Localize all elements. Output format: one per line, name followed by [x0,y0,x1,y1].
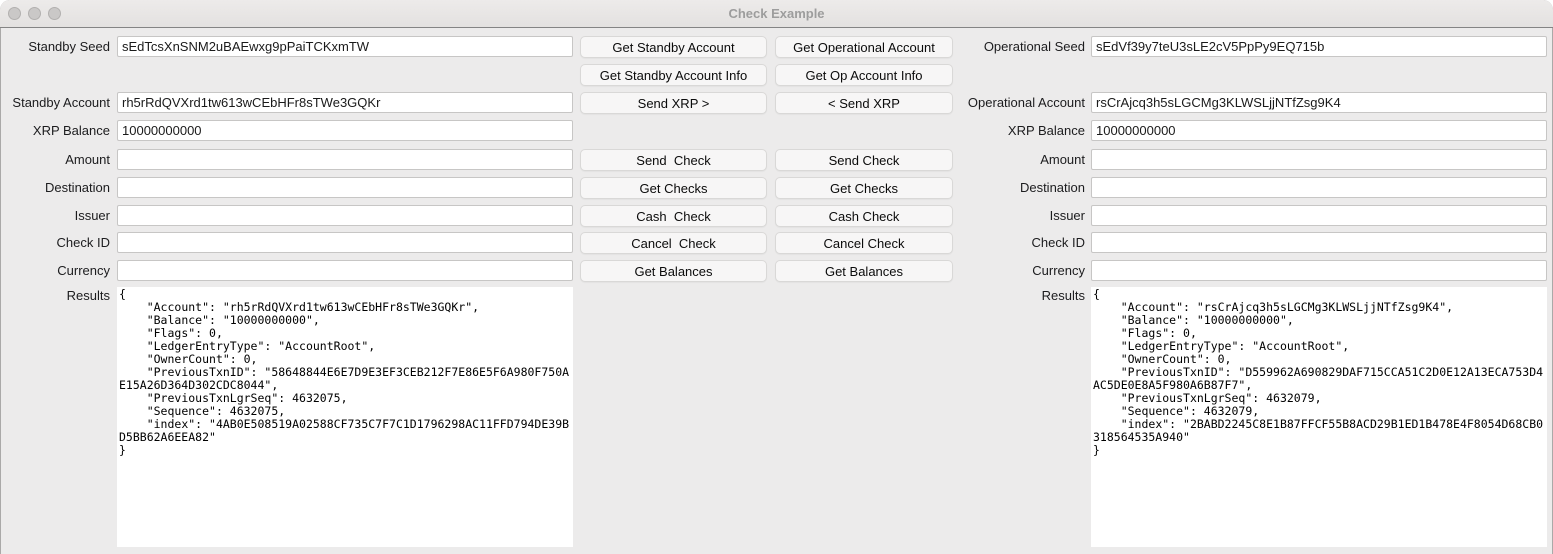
standby-xrp-balance-label: XRP Balance [32,123,110,138]
operational-currency-label: Currency [1032,263,1085,278]
operational-currency-input[interactable] [1091,260,1547,281]
standby-cash-check-button[interactable]: Cash Check [580,205,767,227]
standby-destination-label: Destination [44,180,110,195]
operational-check-id-label: Check ID [1031,235,1085,250]
operational-results-label: Results [1041,288,1085,303]
operational-seed-label: Operational Seed [983,39,1085,54]
operational-destination-label: Destination [1019,180,1085,195]
standby-currency-input[interactable] [117,260,573,281]
operational-xrp-balance-input[interactable] [1091,120,1547,141]
standby-issuer-input[interactable] [117,205,573,226]
standby-cancel-check-button[interactable]: Cancel Check [580,232,767,254]
operational-cash-check-button[interactable]: Cash Check [775,205,953,227]
operational-issuer-input[interactable] [1091,205,1547,226]
operational-account-input[interactable] [1091,92,1547,113]
operational-amount-label: Amount [1040,152,1085,167]
operational-get-balances-button[interactable]: Get Balances [775,260,953,282]
operational-seed-input[interactable] [1091,36,1547,57]
operational-issuer-label: Issuer [1049,208,1085,223]
standby-check-id-input[interactable] [117,232,573,253]
operational-xrp-balance-label: XRP Balance [1007,123,1085,138]
standby-get-balances-button[interactable]: Get Balances [580,260,767,282]
get-standby-account-info-button[interactable]: Get Standby Account Info [580,64,767,86]
standby-amount-input[interactable] [117,149,573,170]
window-title: Check Example [728,6,825,21]
standby-seed-input[interactable] [117,36,573,57]
standby-check-id-label: Check ID [56,235,110,250]
standby-currency-label: Currency [57,263,110,278]
standby-account-input[interactable] [117,92,573,113]
operational-cancel-check-button[interactable]: Cancel Check [775,232,953,254]
standby-destination-input[interactable] [117,177,573,198]
get-standby-account-button[interactable]: Get Standby Account [580,36,767,58]
get-op-account-info-button[interactable]: Get Op Account Info [775,64,953,86]
standby-amount-label: Amount [65,152,110,167]
operational-destination-input[interactable] [1091,177,1547,198]
standby-issuer-label: Issuer [74,208,110,223]
standby-send-xrp-button[interactable]: Send XRP > [580,92,767,114]
operational-send-check-button[interactable]: Send Check [775,149,953,171]
standby-results-textarea[interactable] [117,287,573,547]
operational-amount-input[interactable] [1091,149,1547,170]
operational-get-checks-button[interactable]: Get Checks [775,177,953,199]
standby-xrp-balance-input[interactable] [117,120,573,141]
standby-results-label: Results [66,288,110,303]
standby-get-checks-button[interactable]: Get Checks [580,177,767,199]
standby-account-label: Standby Account [12,95,110,110]
operational-results-textarea[interactable] [1091,287,1547,547]
title-bar [0,0,1553,28]
operational-send-xrp-button[interactable]: < Send XRP [775,92,953,114]
operational-check-id-input[interactable] [1091,232,1547,253]
standby-seed-label: Standby Seed [28,39,110,54]
standby-send-check-button[interactable]: Send Check [580,149,767,171]
operational-account-label: Operational Account [967,95,1085,110]
get-operational-account-button[interactable]: Get Operational Account [775,36,953,58]
